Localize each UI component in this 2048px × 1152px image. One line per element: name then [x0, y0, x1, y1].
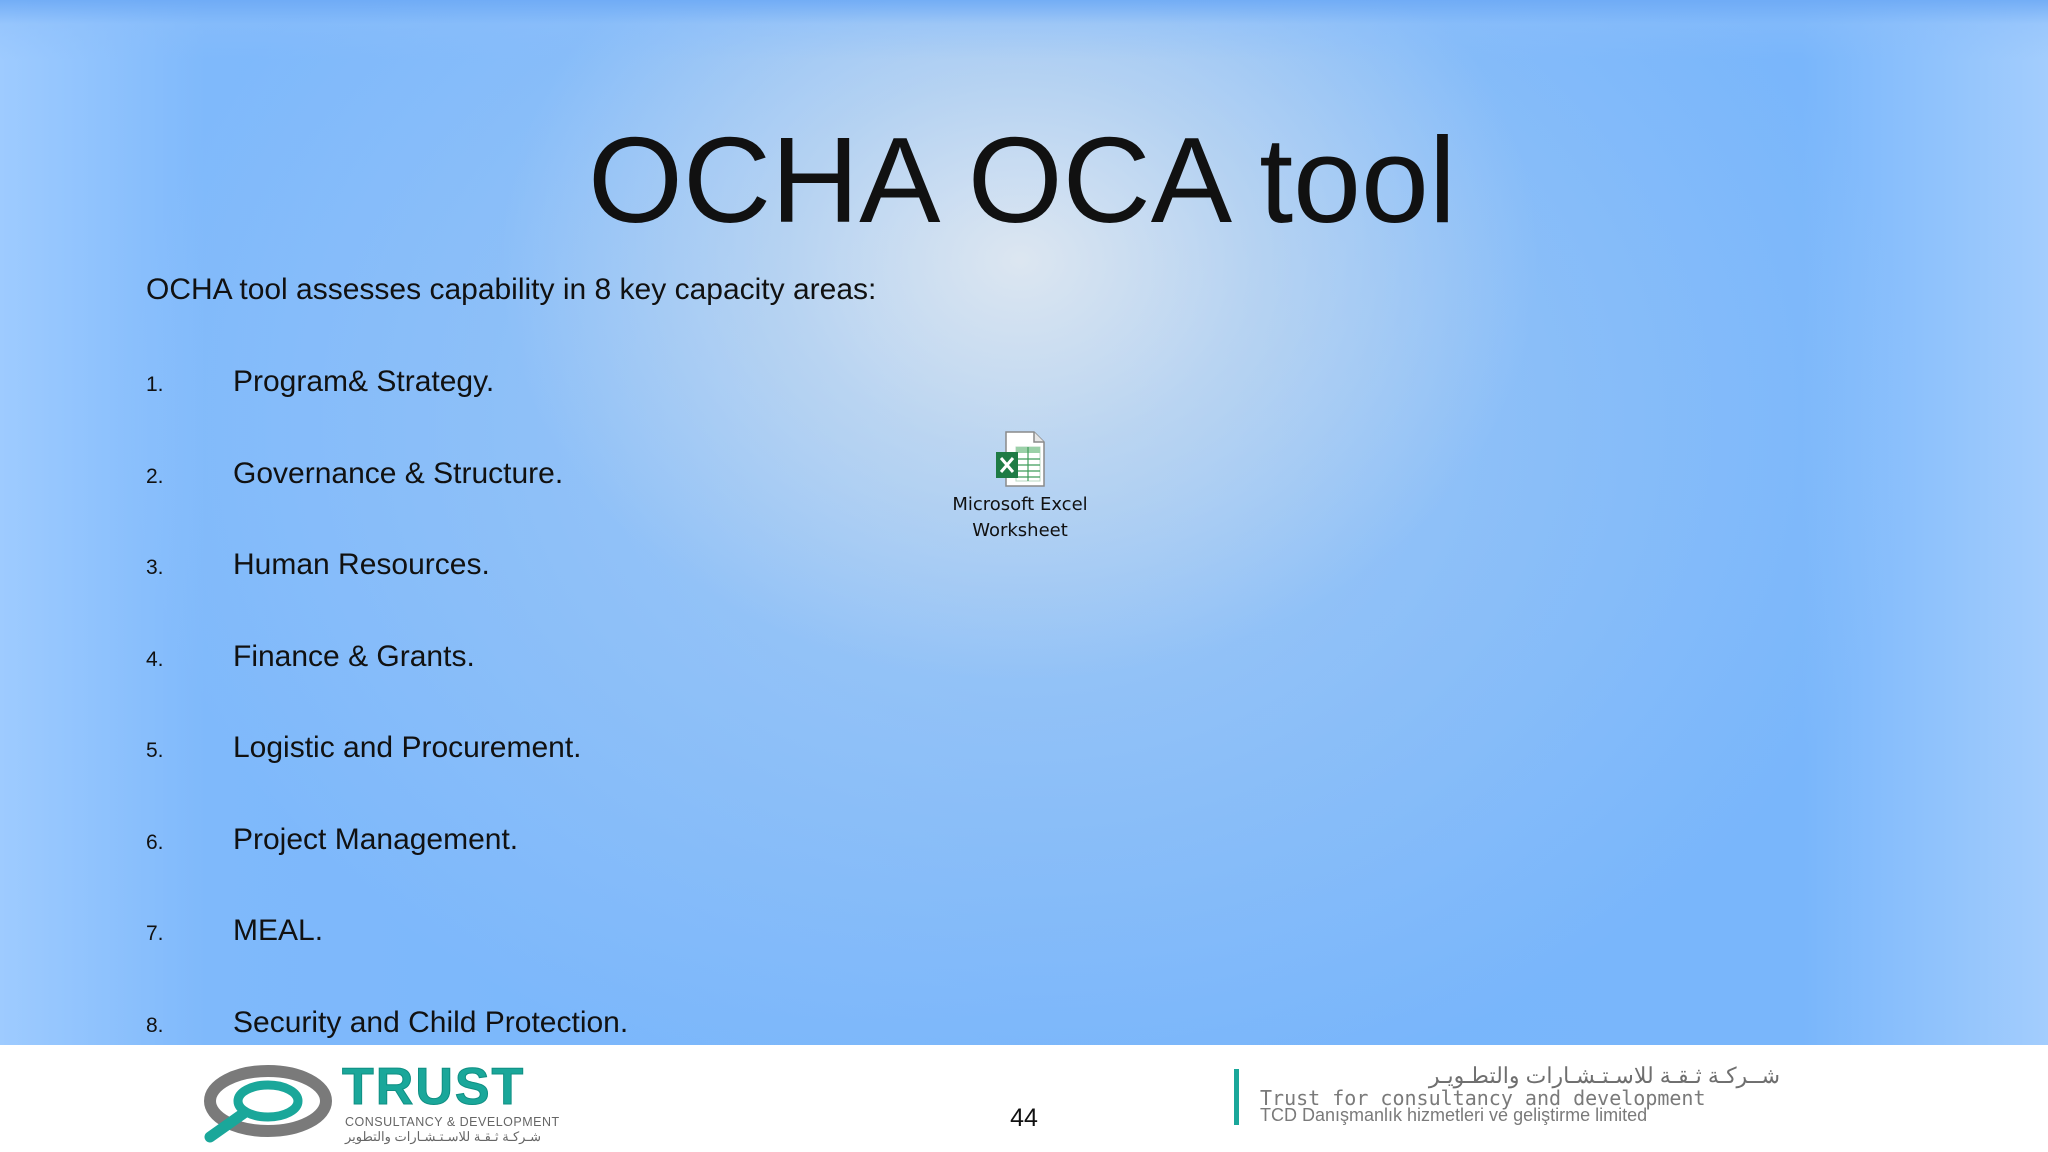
company-name-ar: شــركـة ثـقـة للاسـتـشـارات والتطـويـر [1428, 1063, 1780, 1088]
list-item-number: 8. [146, 1013, 164, 1037]
trust-subtitle-en: CONSULTANCY & DEVELOPMENT [345, 1115, 560, 1129]
list-item-number: 4. [146, 647, 164, 671]
excel-file-icon[interactable] [992, 430, 1048, 488]
list-item-number: 6. [146, 830, 164, 854]
trust-logo [200, 1058, 640, 1144]
trust-logo-mark [200, 1063, 335, 1143]
company-name-en: Trust for consultancy and development [1260, 1086, 1706, 1110]
trust-subtitle-ar: شـركـة ثـقـة للاسـتـشـارات والتطوير [345, 1129, 542, 1144]
list-item-text: Finance & Grants. [233, 639, 475, 673]
list-item-number: 2. [146, 464, 164, 488]
embedded-excel-object[interactable] [940, 430, 1100, 544]
list-item-number: 7. [146, 922, 164, 945]
list-item-text: Governance & Structure. [233, 456, 564, 490]
list-item-text: Logistic and Procurement. [233, 731, 582, 764]
excel-caption-line1: Microsoft Excel [952, 494, 1088, 515]
list-item-number: 3. [146, 556, 164, 579]
footer-bar [0, 1045, 2048, 1152]
trust-wordmark: TRUST [342, 1058, 526, 1116]
excel-caption [940, 492, 1100, 544]
page-number: 44 [1010, 1104, 1038, 1132]
list-item-number: 5. [146, 739, 164, 762]
slide-title [0, 112, 2048, 248]
company-name-block [1234, 1063, 1804, 1131]
list-item-text: Program& Strategy. [233, 365, 495, 398]
company-accent-bar [1234, 1069, 1239, 1125]
company-name-tr: TCD Danışmanlık hizmetleri ve geliştirme limited [1260, 1105, 1648, 1125]
slide-title-text: OCHA OCA tool [588, 112, 1456, 248]
list-item-text: MEAL. [233, 914, 324, 947]
excel-caption-line2: Worksheet [972, 520, 1068, 541]
list-item-number: 1. [146, 373, 164, 396]
top-shading [0, 0, 2048, 60]
list-item-text: Human Resources. [233, 548, 490, 581]
intro-text: OCHA tool assesses capability in 8 key capacity areas: [146, 273, 877, 306]
list-item-text: Project Management. [233, 822, 519, 856]
list-item-text: Security and Child Protection. [233, 1005, 629, 1039]
